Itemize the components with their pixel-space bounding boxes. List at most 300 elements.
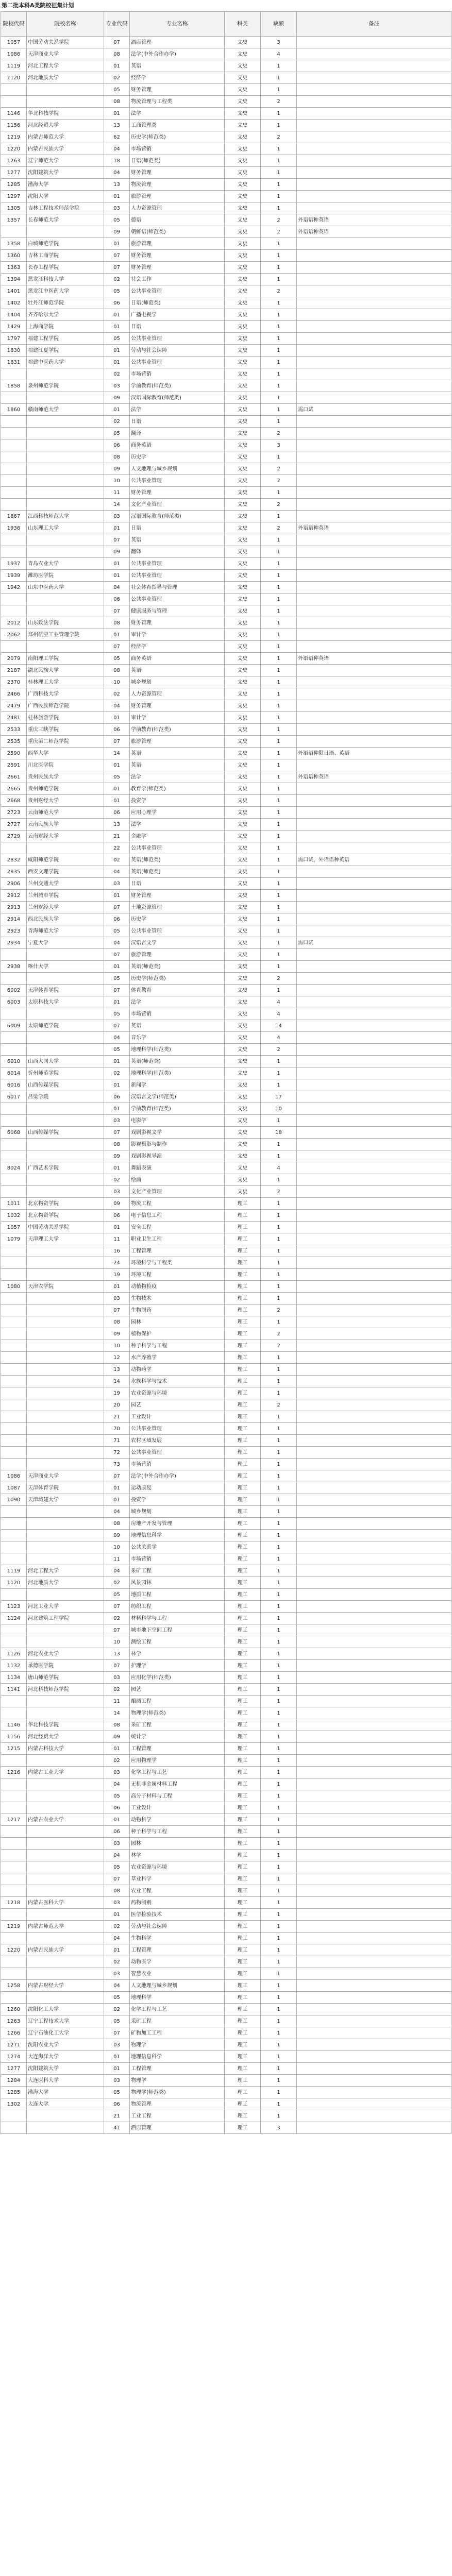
cell-major-name: 动植物检疫	[130, 1281, 225, 1293]
cell-school-code: 2370	[1, 676, 27, 688]
cell-school-name	[27, 1553, 104, 1565]
cell-category: 文史	[225, 902, 261, 913]
cell-remark	[297, 1826, 451, 1838]
table-row	[1, 285, 451, 297]
cell-category: 理工	[225, 1909, 261, 1921]
cell-vacancy: 2	[261, 1304, 297, 1316]
cell-major-code: 04	[104, 167, 130, 179]
cell-school-name: 福建中医药大学	[27, 357, 104, 368]
cell-remark	[297, 143, 451, 155]
cell-remark	[297, 831, 451, 842]
cell-major-name: 翻译	[130, 428, 225, 439]
cell-major-name: 公共事业管理	[130, 594, 225, 605]
cell-category: 文史	[225, 665, 261, 676]
cell-school-name: 河北地质大学	[27, 72, 104, 84]
cell-school-name	[27, 1399, 104, 1411]
cell-school-code	[1, 1269, 27, 1281]
cell-category: 文史	[225, 428, 261, 439]
cell-vacancy: 1	[261, 309, 297, 321]
cell-category: 理工	[225, 1850, 261, 1861]
cell-major-name: 人文地理与城乡规划	[130, 1980, 225, 1992]
cell-vacancy: 1	[261, 1802, 297, 1814]
cell-category: 理工	[225, 1684, 261, 1696]
table-row	[1, 131, 451, 143]
cell-major-code: 07	[104, 1660, 130, 1672]
cell-remark	[297, 1897, 451, 1909]
table-row	[1, 1222, 451, 1233]
cell-remark	[297, 475, 451, 487]
table-row	[1, 1518, 451, 1530]
cell-school-name	[27, 1174, 104, 1186]
cell-vacancy: 2	[261, 214, 297, 226]
cell-school-name: 西安文理学院	[27, 866, 104, 878]
table-row	[1, 2087, 451, 2098]
cell-school-name	[27, 1103, 104, 1115]
cell-school-code: 1302	[1, 2098, 27, 2110]
cell-major-name: 财务管理	[130, 487, 225, 499]
cell-major-code: 05	[104, 653, 130, 665]
cell-major-code: 06	[104, 2098, 130, 2110]
cell-remark	[297, 309, 451, 321]
cell-remark	[297, 120, 451, 131]
cell-major-name: 法学(中外合作办学)	[130, 48, 225, 60]
table-row	[1, 214, 451, 226]
cell-major-name: 劳动与社会保障	[130, 345, 225, 357]
cell-school-name	[27, 2110, 104, 2122]
cell-major-code: 05	[104, 2015, 130, 2027]
cell-category: 文史	[225, 605, 261, 617]
cell-school-name: 喀什大学	[27, 961, 104, 973]
cell-school-name	[27, 534, 104, 546]
cell-remark	[297, 1316, 451, 1328]
cell-category: 文史	[225, 345, 261, 357]
cell-remark	[297, 1802, 451, 1814]
cell-school-name: 西北民族大学	[27, 913, 104, 925]
table-row	[1, 2039, 451, 2051]
cell-major-code: 01	[104, 108, 130, 120]
cell-school-code: 2835	[1, 866, 27, 878]
cell-vacancy: 1	[261, 1115, 297, 1127]
cell-major-code: 05	[104, 285, 130, 297]
cell-school-code	[1, 1506, 27, 1518]
cell-school-code	[1, 973, 27, 985]
table-row	[1, 1210, 451, 1222]
cell-major-code: 02	[104, 1755, 130, 1767]
cell-major-name: 园林	[130, 1838, 225, 1850]
cell-category: 文史	[225, 357, 261, 368]
cell-remark	[297, 1980, 451, 1992]
table-row	[1, 333, 451, 345]
table-row	[1, 1660, 451, 1672]
cell-category: 理工	[225, 1210, 261, 1222]
cell-school-code: 1271	[1, 2039, 27, 2051]
cell-remark	[297, 949, 451, 961]
cell-major-name: 文化产业管理	[130, 499, 225, 511]
cell-vacancy: 1	[261, 985, 297, 996]
cell-school-code	[1, 475, 27, 487]
cell-remark	[297, 1838, 451, 1850]
cell-school-code	[1, 1411, 27, 1423]
cell-major-name: 审计学	[130, 629, 225, 641]
cell-category: 文史	[225, 985, 261, 996]
cell-vacancy: 1	[261, 1909, 297, 1921]
cell-remark	[297, 1956, 451, 1968]
cell-major-name: 地理科学(师范类)	[130, 1044, 225, 1056]
cell-remark	[297, 1636, 451, 1648]
cell-major-name: 法学(中外合作办学)	[130, 1470, 225, 1482]
cell-major-name: 农业资源与环境	[130, 1861, 225, 1873]
table-row	[1, 1340, 451, 1352]
cell-vacancy: 1	[261, 1411, 297, 1423]
cell-category: 理工	[225, 1873, 261, 1885]
cell-category: 理工	[225, 1447, 261, 1459]
cell-major-name: 城乡规划	[130, 676, 225, 688]
cell-major-code: 09	[104, 546, 130, 558]
cell-remark	[297, 1304, 451, 1316]
cell-category: 理工	[225, 1956, 261, 1968]
cell-category: 文史	[225, 214, 261, 226]
cell-school-code: 2079	[1, 653, 27, 665]
cell-remark	[297, 1850, 451, 1861]
cell-category: 文史	[225, 783, 261, 795]
table-row	[1, 1435, 451, 1447]
cell-school-name: 齐齐哈尔大学	[27, 309, 104, 321]
cell-major-name: 农业工程	[130, 1885, 225, 1897]
cell-category: 理工	[225, 1672, 261, 1684]
cell-category: 理工	[225, 1601, 261, 1613]
cell-major-code: 01	[104, 1222, 130, 1233]
cell-category: 理工	[225, 1648, 261, 1660]
table-row	[1, 511, 451, 522]
table-row	[1, 1316, 451, 1328]
cell-category: 文史	[225, 451, 261, 463]
cell-major-code: 01	[104, 60, 130, 72]
cell-category: 理工	[225, 2122, 261, 2134]
cell-remark	[297, 1162, 451, 1174]
cell-category: 理工	[225, 1269, 261, 1281]
table-row	[1, 1447, 451, 1459]
table-row	[1, 1506, 451, 1518]
cell-remark	[297, 1352, 451, 1364]
cell-vacancy: 3	[261, 2122, 297, 2134]
cell-vacancy: 1	[261, 1198, 297, 1210]
cell-major-name: 物流工程	[130, 1198, 225, 1210]
table-row	[1, 1553, 451, 1565]
cell-vacancy: 1	[261, 1541, 297, 1553]
cell-major-name: 审计学	[130, 712, 225, 724]
cell-major-code: 14	[104, 748, 130, 759]
cell-school-code	[1, 1245, 27, 1257]
cell-school-name: 长春工程学院	[27, 262, 104, 274]
cell-remark	[297, 795, 451, 807]
header-row	[1, 12, 451, 37]
table-row	[1, 1245, 451, 1257]
table-row	[1, 1636, 451, 1648]
cell-vacancy: 1	[261, 511, 297, 522]
cell-major-name: 城乡规划	[130, 1506, 225, 1518]
cell-school-code: 1942	[1, 582, 27, 594]
cell-vacancy: 2	[261, 285, 297, 297]
cell-remark	[297, 996, 451, 1008]
cell-school-name: 云南民族大学	[27, 819, 104, 831]
cell-remark	[297, 724, 451, 736]
table-row	[1, 202, 451, 214]
cell-vacancy: 1	[261, 831, 297, 842]
cell-category: 文史	[225, 724, 261, 736]
cell-category: 理工	[225, 1861, 261, 1873]
cell-vacancy: 1	[261, 451, 297, 463]
cell-major-code: 06	[104, 1210, 130, 1222]
cell-vacancy: 1	[261, 1494, 297, 1506]
cell-school-code: 1258	[1, 1980, 27, 1992]
cell-school-code: 1266	[1, 2027, 27, 2039]
cell-major-name: 安全工程	[130, 1222, 225, 1233]
cell-category: 文史	[225, 368, 261, 380]
table-row	[1, 1778, 451, 1790]
cell-school-name	[27, 973, 104, 985]
cell-remark	[297, 250, 451, 262]
cell-vacancy: 2	[261, 1399, 297, 1411]
cell-school-name: 吉林工商学院	[27, 250, 104, 262]
table-row	[1, 617, 451, 629]
cell-category: 文史	[225, 475, 261, 487]
cell-major-name: 法学	[130, 996, 225, 1008]
table-row	[1, 629, 451, 641]
cell-vacancy: 1	[261, 1506, 297, 1518]
cell-school-code	[1, 1340, 27, 1352]
cell-school-name: 河北经贸大学	[27, 1731, 104, 1743]
cell-vacancy: 1	[261, 202, 297, 214]
cell-vacancy: 1	[261, 487, 297, 499]
cell-school-name: 河北经贸大学	[27, 120, 104, 131]
cell-school-name: 山西传媒学院	[27, 1127, 104, 1139]
cell-major-name: 房地产开发与管理	[130, 1518, 225, 1530]
cell-major-name: 健康服务与管理	[130, 605, 225, 617]
cell-remark	[297, 866, 451, 878]
cell-remark	[297, 1909, 451, 1921]
cell-category: 文史	[225, 167, 261, 179]
cell-major-code: 01	[104, 795, 130, 807]
cell-school-code: 1156	[1, 1731, 27, 1743]
cell-school-code	[1, 1316, 27, 1328]
cell-major-code: 01	[104, 238, 130, 250]
cell-major-code: 08	[104, 617, 130, 629]
cell-school-code: 1216	[1, 1767, 27, 1778]
cell-school-name	[27, 1115, 104, 1127]
cell-major-name: 旅游管理	[130, 736, 225, 748]
cell-major-name: 矿物加工工程	[130, 2027, 225, 2039]
cell-major-code: 03	[104, 1968, 130, 1980]
cell-remark: 外语语种英语	[297, 522, 451, 534]
cell-vacancy: 1	[261, 676, 297, 688]
cell-remark	[297, 1222, 451, 1233]
cell-major-code: 07	[104, 949, 130, 961]
cell-vacancy: 1	[261, 1470, 297, 1482]
table-row	[1, 771, 451, 783]
table-row	[1, 1802, 451, 1814]
cell-school-code: 1120	[1, 72, 27, 84]
cell-vacancy: 1	[261, 629, 297, 641]
cell-category: 理工	[225, 1352, 261, 1364]
cell-vacancy: 2	[261, 522, 297, 534]
cell-major-name: 水族科学与技术	[130, 1376, 225, 1387]
cell-major-code: 02	[104, 2004, 130, 2015]
cell-school-name: 中国劳动关系学院	[27, 1222, 104, 1233]
cell-category: 理工	[225, 1387, 261, 1399]
cell-vacancy: 1	[261, 333, 297, 345]
cell-vacancy: 1	[261, 2075, 297, 2087]
cell-remark	[297, 1411, 451, 1423]
cell-major-name: 种子科学与工程	[130, 1826, 225, 1838]
cell-school-code: 1124	[1, 1613, 27, 1624]
cell-school-name	[27, 1387, 104, 1399]
cell-remark	[297, 262, 451, 274]
cell-school-name: 沈阳建筑大学	[27, 2063, 104, 2075]
cell-vacancy: 1	[261, 2110, 297, 2122]
cell-school-code: 1119	[1, 60, 27, 72]
cell-major-code: 03	[104, 380, 130, 392]
cell-major-name: 工商管理类	[130, 120, 225, 131]
table-row	[1, 1814, 451, 1826]
cell-major-code: 01	[104, 1494, 130, 1506]
cell-vacancy: 4	[261, 1162, 297, 1174]
cell-remark	[297, 1482, 451, 1494]
table-row	[1, 1162, 451, 1174]
table-row	[1, 1139, 451, 1150]
cell-vacancy: 1	[261, 2004, 297, 2015]
cell-major-name: 旅游管理	[130, 191, 225, 202]
cell-school-name	[27, 1506, 104, 1518]
cell-major-name: 音乐学	[130, 1032, 225, 1044]
cell-school-code	[1, 641, 27, 653]
cell-school-name	[27, 1257, 104, 1269]
cell-major-code: 71	[104, 1435, 130, 1447]
cell-major-name: 财务管理	[130, 262, 225, 274]
cell-vacancy: 1	[261, 1269, 297, 1281]
table-row	[1, 1885, 451, 1897]
cell-major-code: 04	[104, 143, 130, 155]
cell-vacancy: 1	[261, 1980, 297, 1992]
cell-vacancy: 1	[261, 1067, 297, 1079]
cell-school-code	[1, 1364, 27, 1376]
cell-category: 文史	[225, 878, 261, 890]
cell-vacancy: 1	[261, 1435, 297, 1447]
cell-school-code: 6003	[1, 996, 27, 1008]
cell-category: 文史	[225, 202, 261, 214]
cell-major-code: 05	[104, 1008, 130, 1020]
cell-remark	[297, 534, 451, 546]
cell-school-code: 6016	[1, 1079, 27, 1091]
cell-school-code: 1079	[1, 1233, 27, 1245]
cell-major-code: 01	[104, 1103, 130, 1115]
cell-remark	[297, 973, 451, 985]
header-school-code: 院校代码	[1, 12, 27, 37]
table-row	[1, 653, 451, 665]
cell-category: 理工	[225, 1530, 261, 1541]
table-row	[1, 1541, 451, 1553]
table-row	[1, 1198, 451, 1210]
table-row	[1, 345, 451, 357]
cell-category: 理工	[225, 1494, 261, 1506]
cell-category: 文史	[225, 1162, 261, 1174]
cell-category: 文史	[225, 1044, 261, 1056]
cell-school-name	[27, 546, 104, 558]
cell-major-code: 05	[104, 1790, 130, 1802]
cell-vacancy: 1	[261, 759, 297, 771]
cell-school-code	[1, 1328, 27, 1340]
cell-school-name: 广西艺术学院	[27, 1162, 104, 1174]
cell-vacancy: 1	[261, 238, 297, 250]
cell-school-code	[1, 1933, 27, 1944]
table-row	[1, 1328, 451, 1340]
cell-remark	[297, 759, 451, 771]
cell-category: 理工	[225, 1399, 261, 1411]
cell-category: 文史	[225, 404, 261, 416]
cell-remark	[297, 439, 451, 451]
cell-school-name: 云南财经大学	[27, 831, 104, 842]
cell-major-name: 汉语言文学(师范类)	[130, 1091, 225, 1103]
cell-school-name	[27, 1435, 104, 1447]
cell-major-code: 03	[104, 2075, 130, 2087]
cell-category: 文史	[225, 1150, 261, 1162]
cell-vacancy: 1	[261, 1257, 297, 1269]
cell-school-code: 2913	[1, 902, 27, 913]
cell-vacancy: 1	[261, 1174, 297, 1186]
cell-major-name: 地理科学(师范类)	[130, 1067, 225, 1079]
cell-major-code: 07	[104, 1873, 130, 1885]
cell-major-code: 05	[104, 333, 130, 345]
cell-major-code: 01	[104, 1079, 130, 1091]
cell-school-name: 天津体育学院	[27, 985, 104, 996]
cell-school-name	[27, 1139, 104, 1150]
cell-school-code: 1394	[1, 274, 27, 285]
cell-school-code	[1, 546, 27, 558]
cell-school-name	[27, 1956, 104, 1968]
cell-category: 文史	[225, 1020, 261, 1032]
cell-major-name: 物理学(师范类)	[130, 2087, 225, 2098]
cell-major-code: 08	[104, 1518, 130, 1530]
cell-major-name: 工程管理	[130, 1743, 225, 1755]
cell-school-name	[27, 1008, 104, 1020]
cell-category: 理工	[225, 1826, 261, 1838]
cell-vacancy: 1	[261, 665, 297, 676]
cell-school-name	[27, 1328, 104, 1340]
cell-major-code: 06	[104, 1826, 130, 1838]
cell-major-code: 01	[104, 1944, 130, 1956]
cell-vacancy: 1	[261, 913, 297, 925]
cell-remark	[297, 131, 451, 143]
cell-school-name: 沈阳化工大学	[27, 2004, 104, 2015]
cell-school-name	[27, 1376, 104, 1387]
cell-major-name: 德语	[130, 214, 225, 226]
cell-major-code: 06	[104, 913, 130, 925]
cell-school-code	[1, 1778, 27, 1790]
cell-category: 理工	[225, 1222, 261, 1233]
cell-vacancy: 1	[261, 1210, 297, 1222]
table-row	[1, 475, 451, 487]
cell-school-name	[27, 842, 104, 854]
table-row	[1, 902, 451, 913]
cell-school-code: 1123	[1, 1601, 27, 1613]
cell-major-code: 01	[104, 1281, 130, 1293]
cell-school-code	[1, 1861, 27, 1873]
cell-category: 文史	[225, 807, 261, 819]
cell-school-name: 内蒙古师范大学	[27, 1921, 104, 1933]
cell-vacancy: 1	[261, 1696, 297, 1707]
cell-major-name: 汉语言文学	[130, 937, 225, 949]
cell-school-code: 2934	[1, 937, 27, 949]
cell-category: 理工	[225, 2051, 261, 2063]
